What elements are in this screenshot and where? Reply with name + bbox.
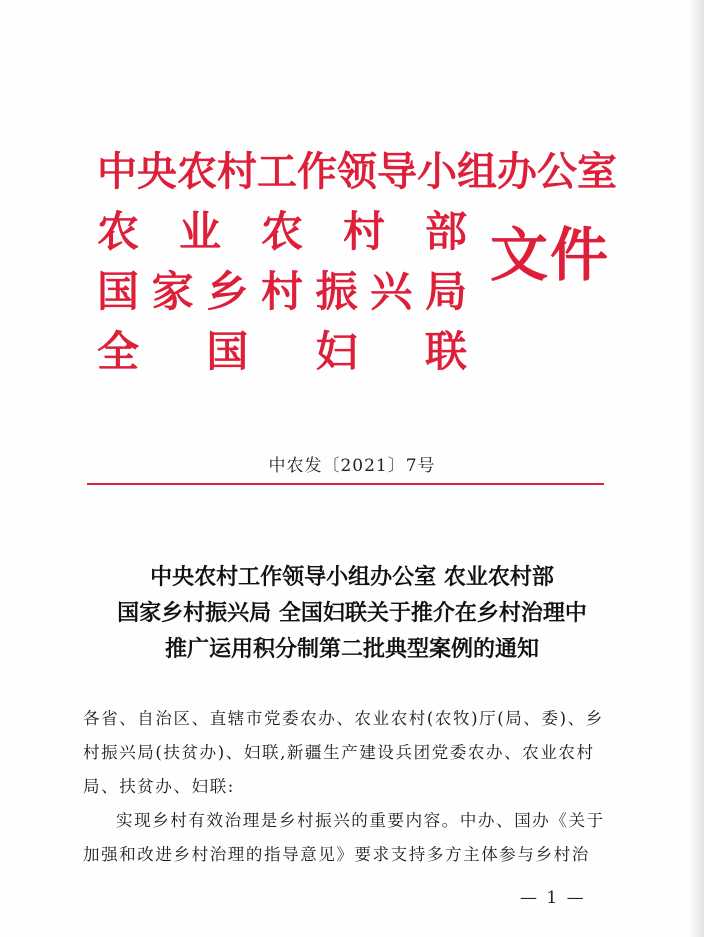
page-number: — 1 — (520, 888, 586, 908)
notice-title (0, 559, 704, 667)
issuer-char: 局 (424, 267, 467, 316)
issuer-char: 部 (424, 207, 467, 256)
issuer-char: 农 (260, 207, 303, 256)
issuer-char: 联 (424, 327, 467, 376)
issuer-char: 国 (206, 327, 249, 376)
title-line-1: 中央农村工作领导小组办公室 农业农村部 (150, 564, 554, 590)
issuer-char: 兴 (370, 267, 413, 316)
issuer-line-3 (97, 262, 467, 322)
body-paragraph-1: 实现乡村有效治理是乡村振兴的重要内容。中办、国办《关于加强和改进乡村治理的指导意见》要求支持多方主体参与乡村治 (83, 811, 605, 864)
issuer-char: 国 (97, 267, 140, 316)
issuer-name: 中央农村工作领导小组办公室 (97, 148, 617, 195)
issuer-char: 妇 (315, 327, 358, 376)
issuer-char: 农 (97, 207, 140, 256)
issuer-char: 乡 (206, 267, 249, 316)
body-text (83, 702, 607, 872)
issuer-char: 业 (178, 207, 221, 256)
issuer-line-4 (97, 322, 467, 382)
document-type-label: 文件 (490, 221, 611, 289)
issuer-line-2 (97, 202, 467, 262)
red-divider-line (87, 483, 604, 485)
addressees-paragraph: 各省、自治区、直辖市党委农办、农业农村(农牧)厅(局、委)、乡村振兴局(扶贫办)、妇联,新疆生产建设兵团党委农办、农业农村局、扶贫办、妇联: (83, 709, 604, 796)
issuer-char: 家 (151, 267, 194, 316)
issuer-char: 全 (97, 327, 140, 376)
issuer-char: 村 (342, 207, 385, 256)
document-number: 中农发〔2021〕7号 (268, 456, 436, 476)
title-line-2: 国家乡村振兴局 全国妇联关于推介在乡村治理中 (117, 600, 587, 626)
issuer-line-1 (97, 142, 617, 202)
issuer-char: 村 (260, 267, 303, 316)
title-line-3: 推广运用积分制第二批典型案例的通知 (164, 636, 539, 662)
issuer-char: 振 (315, 267, 358, 316)
